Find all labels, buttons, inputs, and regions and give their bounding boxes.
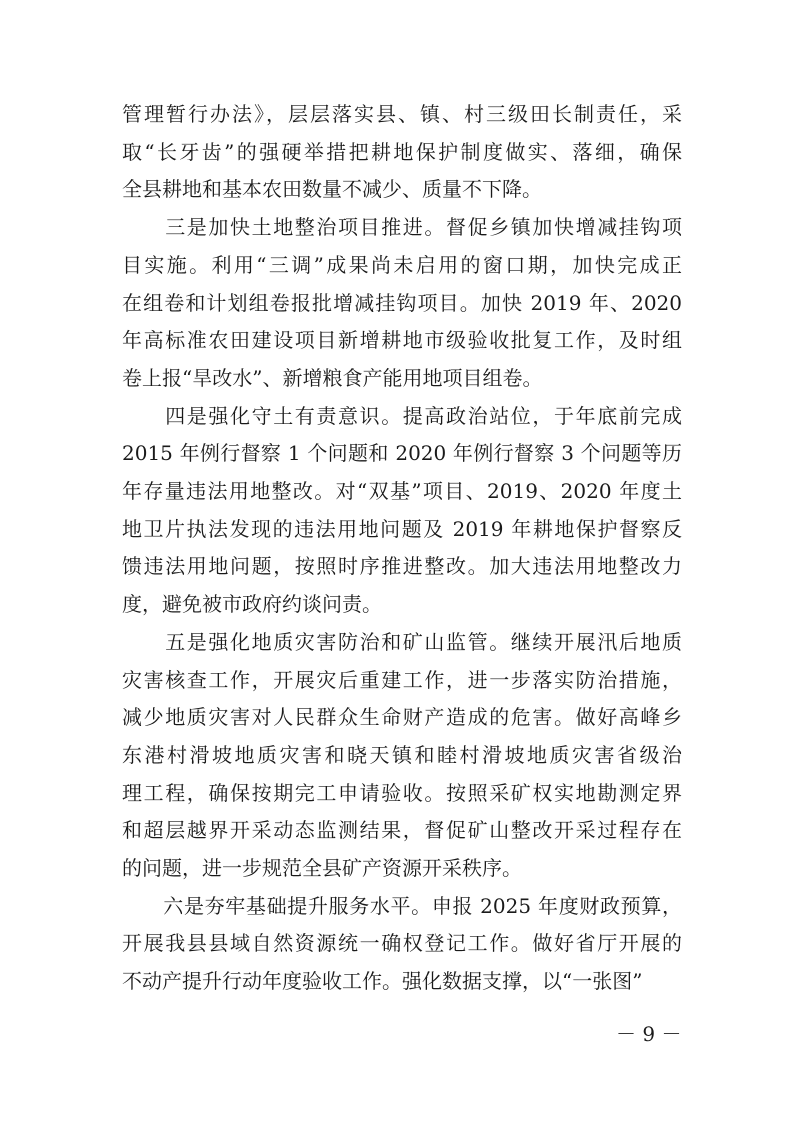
text-line: 地卫片执法发现的违法用地问题及 2019 年耕地保护督察反 — [122, 516, 682, 541]
text-line: 开展我县县域自然资源统一确权登记工作。做好省厅开展的 — [122, 931, 682, 956]
paragraph — [122, 209, 682, 398]
text-line: 2015 年例行督察 1 个问题和 2020 年例行督察 3 个问题等历 — [122, 441, 682, 466]
text-line: 管理暂行办法》，层层落实县、镇、村三级田长制责任，采 — [122, 102, 682, 126]
text-line: 减少地质灾害对人民群众生命财产造成的危害。做好高峰乡 — [122, 705, 682, 730]
text-line: 年高标准农田建设项目新增耕地市级验收批复工作，及时组 — [122, 328, 682, 353]
text-line: 不动产提升行动年度验收工作。强化数据支撑，以“一张图” — [122, 969, 643, 994]
text-line: 卷上报“旱改水”、新增粮食产能用地项目组卷。 — [122, 365, 543, 390]
text-line: 和超层越界开采动态监测结果，督促矿山整改开采过程存在 — [122, 818, 682, 843]
text-line: 全县耕地和基本农田数量不减少、质量不下降。 — [122, 177, 542, 202]
paragraph — [122, 624, 682, 888]
text-line: 东港村滑坡地质灾害和晓天镇和睦村滑坡地质灾害省级治 — [122, 742, 682, 767]
text-line: 六是夯牢基础提升服务水平。申报 2025 年度财政预算， — [122, 893, 682, 918]
text-line: 四是强化守土有责意识。提高政治站位，于年底前完成 — [122, 403, 682, 428]
text-line: 度，避免被市政府约谈问责。 — [122, 592, 382, 617]
text-line: 的问题，进一步规范全县矿产资源开采秩序。 — [122, 856, 522, 881]
text-line: 五是强化地质灾害防治和矿山监管。继续开展汛后地质 — [122, 629, 682, 654]
text-line: 取“长牙齿”的强硬举措把耕地保护制度做实、落细，确保 — [122, 139, 682, 164]
page-number: － 9 － — [616, 1022, 682, 1046]
text-line: 馈违法用地问题，按照时序推进整改。加大违法用地整改力 — [122, 554, 682, 579]
text-line: 在组卷和计划组卷报批增减挂钩项目。加快 2019 年、2020 — [122, 290, 682, 315]
paragraph — [122, 398, 682, 624]
text-line: 理工程，确保按期完工申请验收。按照采矿权实地勘测定界 — [122, 780, 682, 805]
text-line: 三是加快土地整治项目推进。督促乡镇加快增减挂钩项 — [122, 215, 682, 240]
paragraph — [122, 888, 682, 1001]
document-body — [122, 96, 682, 1001]
text-line: 目实施。利用“三调”成果尚未启用的窗口期，加快完成正 — [122, 252, 682, 277]
paragraph — [122, 96, 682, 209]
text-line: 年存量违法用地整改。对“双基”项目、2019、2020 年度土 — [122, 479, 682, 504]
text-line: 灾害核查工作，开展灾后重建工作，进一步落实防治措施， — [122, 667, 682, 692]
